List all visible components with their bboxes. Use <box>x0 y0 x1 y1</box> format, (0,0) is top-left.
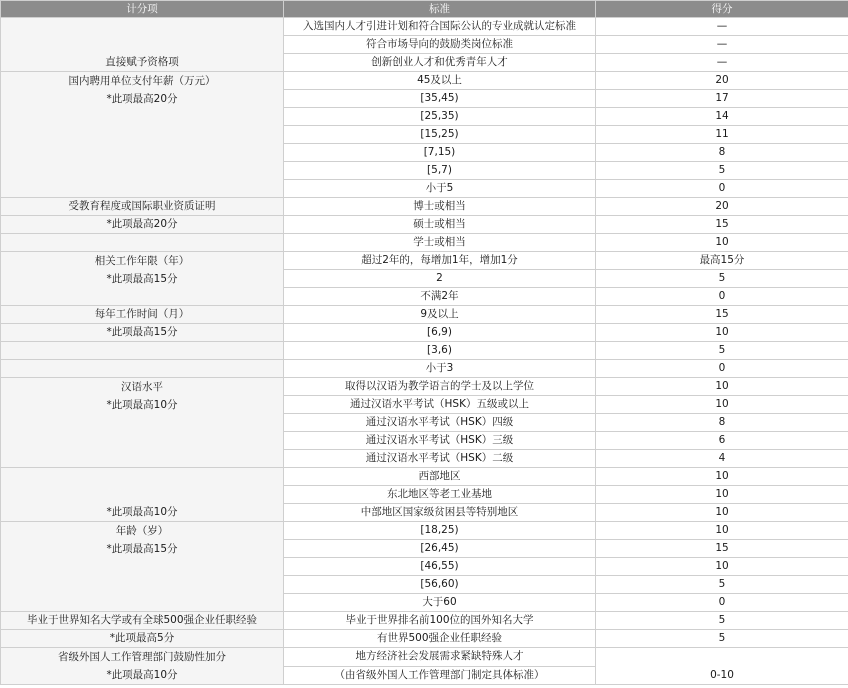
header-score: 得分 <box>596 1 848 18</box>
standard-cell: 9及以上 <box>284 306 596 324</box>
standard-cell: [6,9) <box>284 324 596 342</box>
score-cell: 最高15分 <box>596 252 848 270</box>
score-cell: 5 <box>596 162 848 180</box>
score-cell: 10 <box>596 234 848 252</box>
category-title: 相关工作年限（年） <box>94 255 190 267</box>
category-note: *此项最高10分 <box>106 399 178 411</box>
category-cell <box>1 378 284 468</box>
standard-cell: [26,45) <box>284 540 596 558</box>
category-cell: 毕业于世界知名大学或有全球500强企业任职经验 <box>1 612 284 630</box>
score-cell: 20 <box>596 72 848 90</box>
table-row <box>1 342 848 360</box>
table-row <box>1 198 848 216</box>
score-cell: 0 <box>596 594 848 612</box>
category-cell <box>1 234 284 252</box>
header-standard: 标准 <box>284 1 596 18</box>
standard-cell: 中部地区国家级贫困县等特别地区 <box>284 504 596 522</box>
score-cell: — <box>596 18 848 36</box>
table-row <box>1 612 848 630</box>
score-cell: 11 <box>596 126 848 144</box>
table-row <box>1 360 848 378</box>
standard-cell: 有世界500强企业任职经验 <box>284 630 596 648</box>
score-cell: 0 <box>596 288 848 306</box>
standard-cell: [56,60) <box>284 576 596 594</box>
score-cell: 0 <box>596 180 848 198</box>
category-note: *此项最高10分 <box>106 669 178 681</box>
category-cell <box>1 72 284 198</box>
standard-cell: 2 <box>284 270 596 288</box>
score-cell: 5 <box>596 630 848 648</box>
standard-cell: 通过汉语水平考试（HSK）四级 <box>284 414 596 432</box>
score-cell: 5 <box>596 612 848 630</box>
category-cell <box>1 648 284 685</box>
category-title: 国内聘用单位支付年薪（万元） <box>68 75 216 87</box>
standard-cell: 地方经济社会发展需求紧缺特殊人才 <box>284 648 596 667</box>
score-cell: 5 <box>596 342 848 360</box>
category-cell: *此项最高20分 <box>1 216 284 234</box>
table-row <box>1 522 848 540</box>
category-cell <box>1 342 284 360</box>
standard-cell: 45及以上 <box>284 72 596 90</box>
score-cell: 10 <box>596 468 848 486</box>
standard-cell: [3,6) <box>284 342 596 360</box>
table-row <box>1 306 848 324</box>
category-cell: *此项最高15分 <box>1 324 284 342</box>
standard-cell: 小于3 <box>284 360 596 378</box>
standard-cell: 入选国内人才引进计划和符合国际公认的专业成就认定标准 <box>284 18 596 36</box>
category-cell: 每年工作时间（月） <box>1 306 284 324</box>
score-cell: 8 <box>596 414 848 432</box>
category-cell: 受教育程度或国际职业资质证明 <box>1 198 284 216</box>
table-row <box>1 630 848 648</box>
standard-cell: 通过汉语水平考试（HSK）三级 <box>284 432 596 450</box>
table-row <box>1 468 848 486</box>
standard-cell: [7,15) <box>284 144 596 162</box>
standard-cell: 东北地区等老工业基地 <box>284 486 596 504</box>
score-cell: 20 <box>596 198 848 216</box>
category-title: 汉语水平 <box>121 381 163 393</box>
table-row <box>1 216 848 234</box>
score-cell: 10 <box>596 504 848 522</box>
score-cell: 10 <box>596 378 848 396</box>
standard-cell: 大于60 <box>284 594 596 612</box>
table-row <box>1 252 848 270</box>
score-cell: 4 <box>596 450 848 468</box>
score-cell: 10 <box>596 522 848 540</box>
score-cell: 8 <box>596 144 848 162</box>
standard-cell: 通过汉语水平考试（HSK）二级 <box>284 450 596 468</box>
table-row <box>1 324 848 342</box>
table-row <box>1 378 848 396</box>
table-row <box>1 234 848 252</box>
standard-cell: 创新创业人才和优秀青年人才 <box>284 54 596 72</box>
standard-cell: 通过汉语水平考试（HSK）五级或以上 <box>284 396 596 414</box>
category-cell: *此项最高10分 <box>1 468 284 522</box>
standard-cell: 超过2年的，每增加1年，增加1分 <box>284 252 596 270</box>
standard-cell: [46,55) <box>284 558 596 576</box>
standard-cell: [25,35) <box>284 108 596 126</box>
standard-cell: 毕业于世界排名前100位的国外知名大学 <box>284 612 596 630</box>
score-cell: 5 <box>596 270 848 288</box>
score-cell: 15 <box>596 306 848 324</box>
table-header-row <box>1 1 848 18</box>
table-row <box>1 18 848 36</box>
score-cell: 10 <box>596 486 848 504</box>
standard-cell: 西部地区 <box>284 468 596 486</box>
score-cell: 10 <box>596 324 848 342</box>
table-row <box>1 648 848 667</box>
category-cell: *此项最高5分 <box>1 630 284 648</box>
standard-cell: [5,7) <box>284 162 596 180</box>
standard-cell: [15,25) <box>284 126 596 144</box>
category-title: 年龄（岁） <box>115 525 169 537</box>
standard-cell: 符合市场导向的鼓励类岗位标准 <box>284 36 596 54</box>
category-title: 省级外国人工作管理部门鼓励性加分 <box>58 651 226 663</box>
category-cell: 直接赋予资格项 <box>1 18 284 72</box>
score-cell: 17 <box>596 90 848 108</box>
score-cell: 6 <box>596 432 848 450</box>
standard-cell: 取得以汉语为教学语言的学士及以上学位 <box>284 378 596 396</box>
table-row <box>1 72 848 90</box>
category-cell <box>1 252 284 306</box>
score-cell: — <box>596 54 848 72</box>
standard-cell: [35,45) <box>284 90 596 108</box>
score-cell: 14 <box>596 108 848 126</box>
category-cell <box>1 360 284 378</box>
standard-cell: 硕士或相当 <box>284 216 596 234</box>
category-note: *此项最高20分 <box>106 93 178 105</box>
score-cell: 5 <box>596 576 848 594</box>
score-cell: 15 <box>596 540 848 558</box>
score-cell: 10 <box>596 558 848 576</box>
standard-cell: 不满2年 <box>284 288 596 306</box>
header-item: 计分项 <box>1 1 284 18</box>
standard-cell: [18,25) <box>284 522 596 540</box>
category-note: *此项最高15分 <box>106 273 178 285</box>
score-cell: 10 <box>596 396 848 414</box>
category-cell <box>1 522 284 612</box>
score-cell: 0-10 <box>596 648 848 685</box>
standard-cell: 学士或相当 <box>284 234 596 252</box>
standard-cell: 博士或相当 <box>284 198 596 216</box>
standard-cell: 小于5 <box>284 180 596 198</box>
category-note: *此项最高15分 <box>106 543 178 555</box>
score-cell: — <box>596 36 848 54</box>
standard-cell: （由省级外国人工作管理部门制定具体标准） <box>284 666 596 685</box>
score-cell: 0 <box>596 360 848 378</box>
score-cell: 15 <box>596 216 848 234</box>
